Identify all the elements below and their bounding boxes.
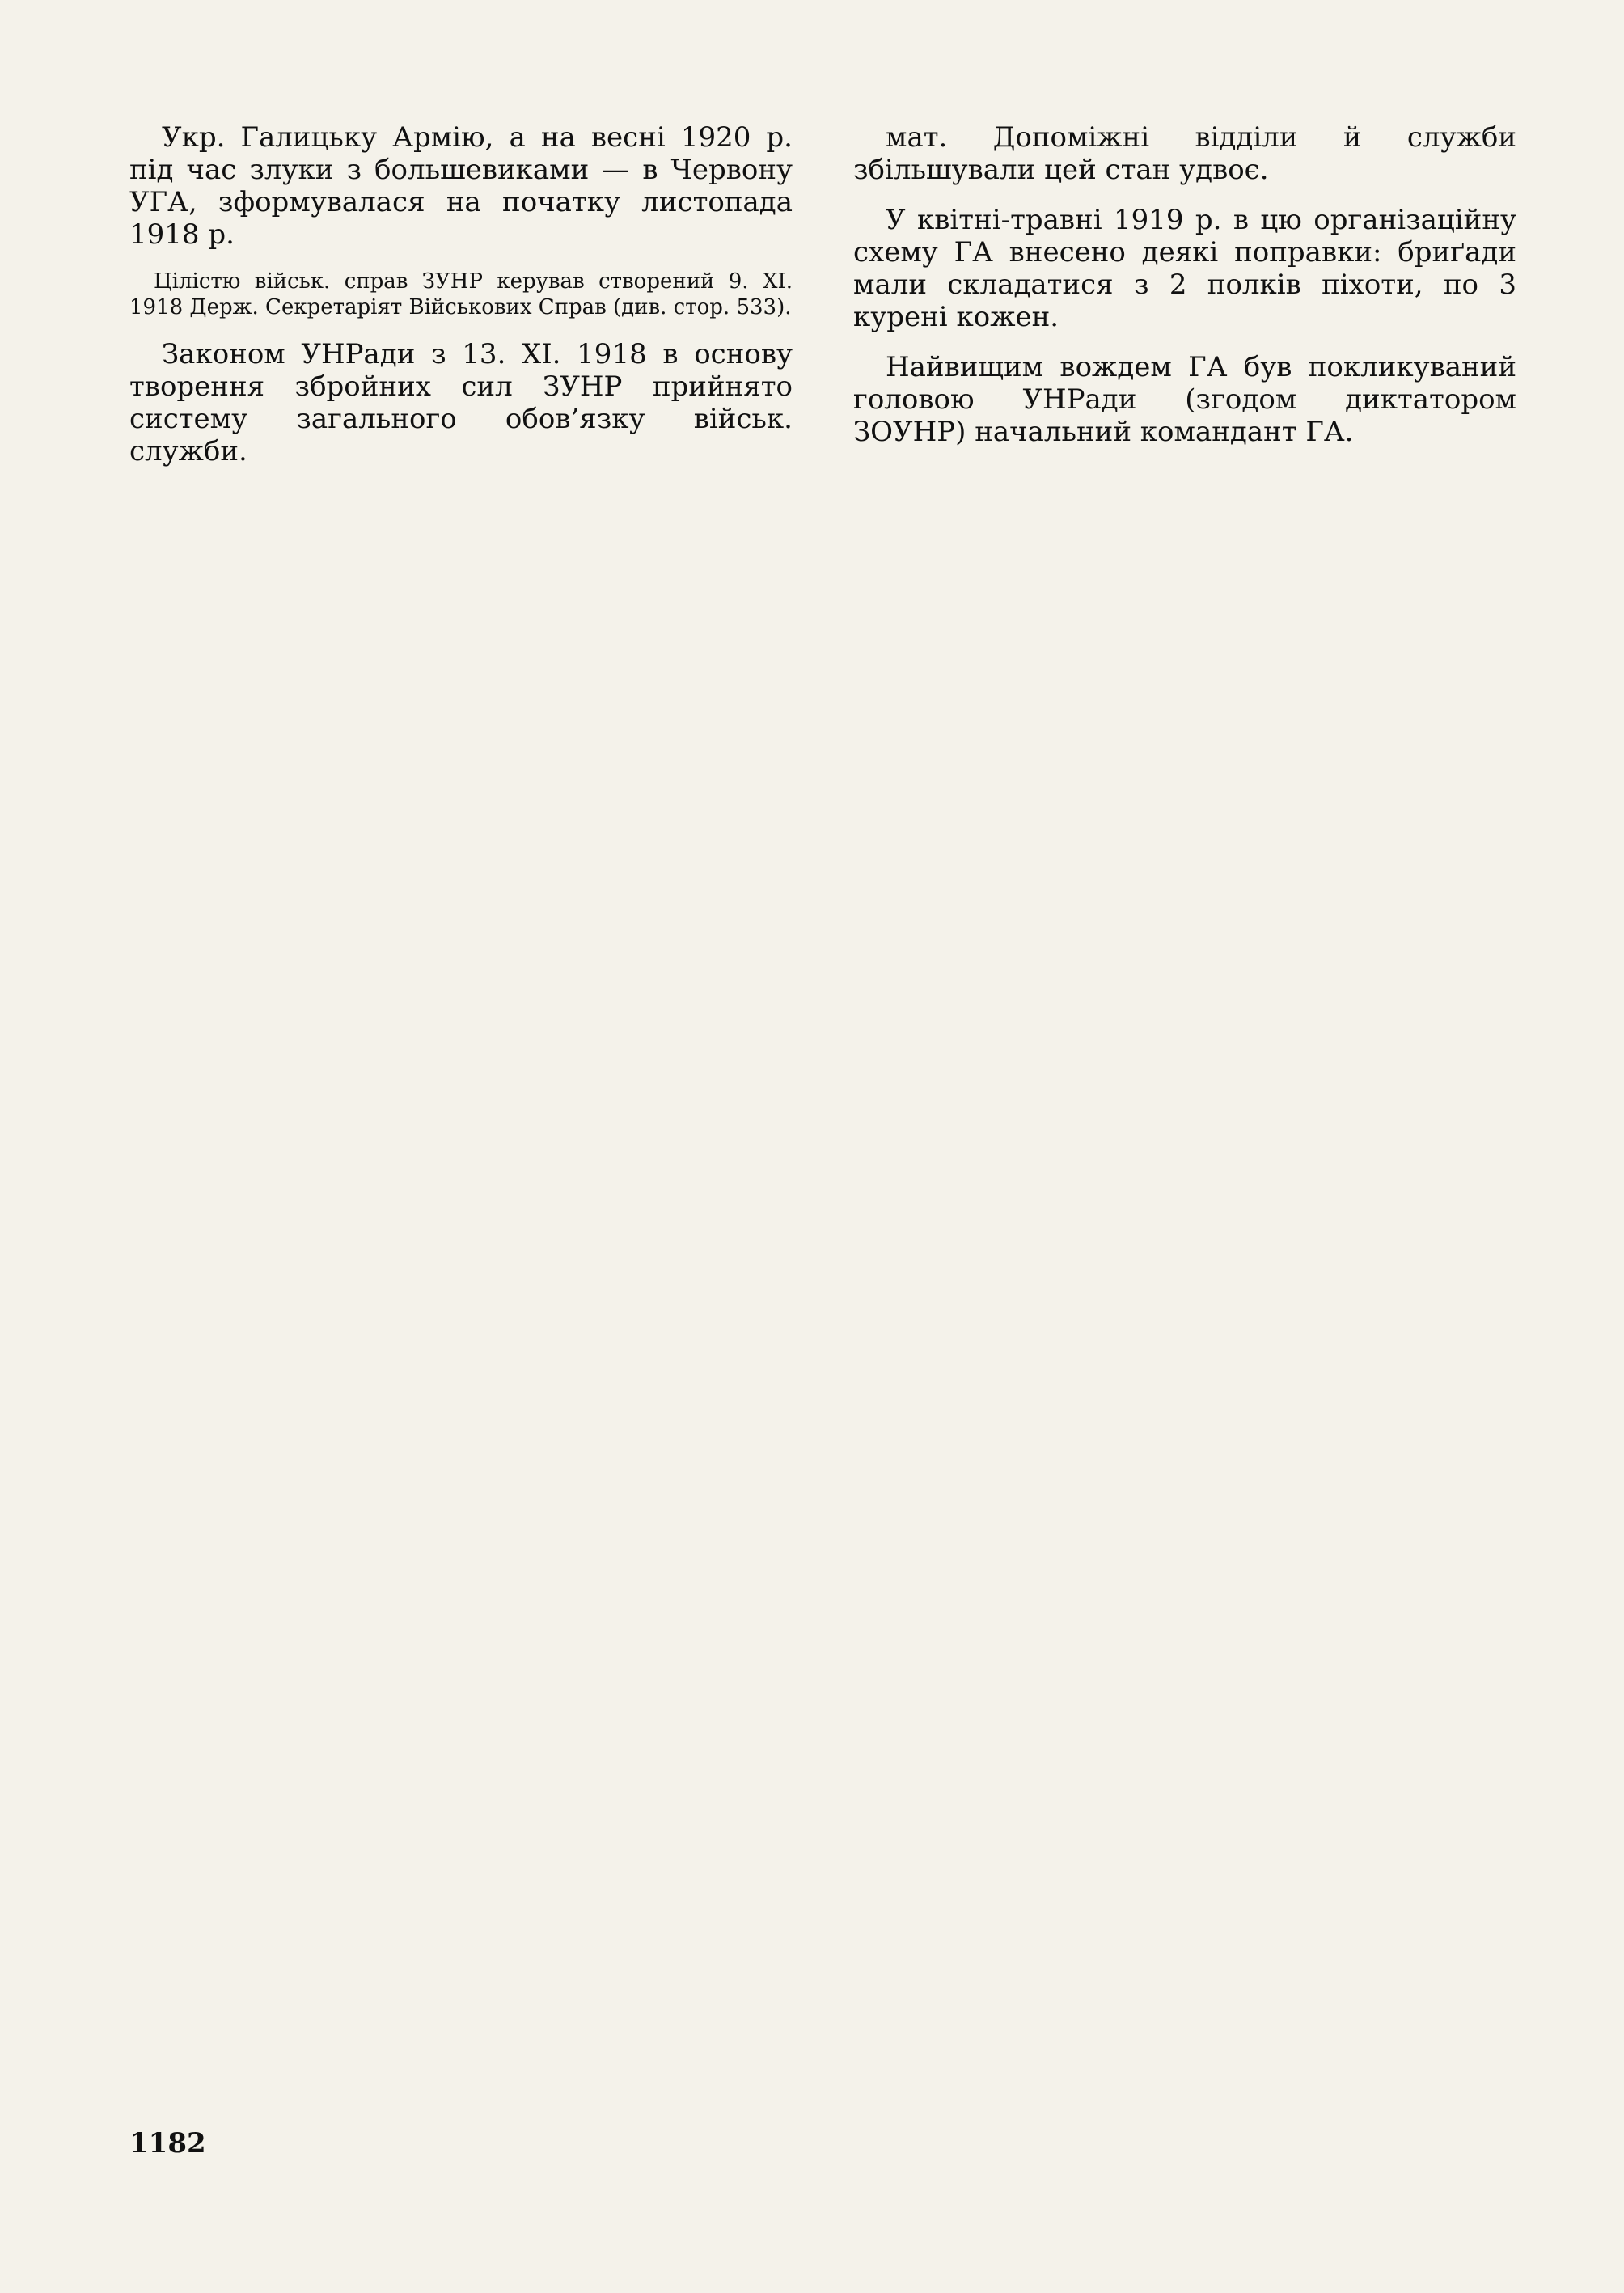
page-number: 1182 bbox=[129, 2127, 206, 2160]
left-column bbox=[129, 121, 793, 485]
paragraph: мат. Допоміжні відділи й служби збільшували цей стан удвоє. bbox=[853, 121, 1516, 186]
paragraph: Укр. Галицьку Армію, а на весні 1920 р. під час злуки з большевиками — в Червону УГА, зформувалася на початку листопада 1918 р. bbox=[129, 121, 793, 251]
paragraph: Найвищим вождем ГА був покликуваний головою УНРади (згодом диктатором ЗОУНР) начальний командант ГА. bbox=[853, 351, 1516, 448]
paragraph: У квітні-травні 1919 р. в цю організаційну схему ГА внесено деякі поправки: бриґади мали складатися з 2 полків піхоти, по 3 курені кожен. bbox=[853, 204, 1516, 333]
right-column bbox=[853, 121, 1516, 466]
paragraph: Цілістю військ. справ ЗУНР керував створений 9. XI. 1918 Держ. Секретаріят Військових Справ (див. стор. 533). bbox=[129, 269, 793, 319]
paragraph: Законом УНРади з 13. XI. 1918 в основу творення збройних сил ЗУНР прийнято систему загального обов’язку військ. служби. bbox=[129, 338, 793, 467]
